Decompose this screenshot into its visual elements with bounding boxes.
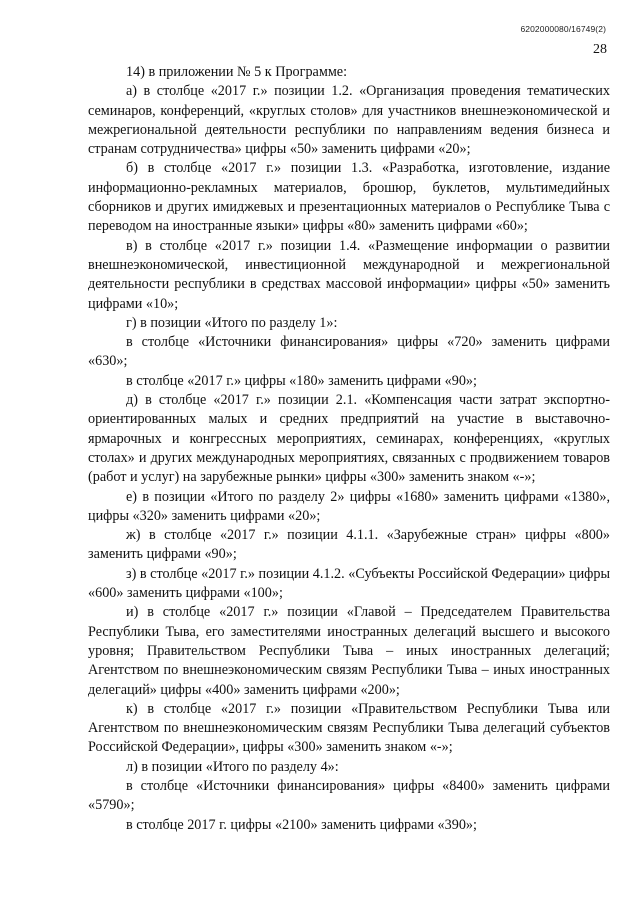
paragraph-l: л) в позиции «Итого по разделу 4»:: [126, 758, 339, 775]
paragraph-i: и) в столбце «2017 г.» позиции «Главой – Председателем Правительства Республики Тыва, его заместителями иностранных делегаций высшего и высокого уровня; Правительством Республики Тыва – иных иностранных делегаций; Агентством по внешнеэкономическим связям Республики Тыва – иных иностранных делегаций» цифры «400» заменить цифрами «200»;: [88, 604, 610, 698]
page-number: 28: [593, 42, 607, 57]
paragraph-g-sources: в столбце «Источники финансирования» цифры «720» заменить цифрами «630»;: [88, 334, 610, 370]
paragraph-g-2017: в столбце «2017 г.» цифры «180» заменить цифрами «90»;: [126, 372, 477, 389]
paragraph-e: е) в позиции «Итого по разделу 2» цифры «1680» заменить цифрами «1380», цифры «320» заменить цифрами «20»;: [88, 488, 610, 524]
paragraph-g: г) в позиции «Итого по разделу 1»:: [126, 314, 338, 331]
paragraph-k: к) в столбце «2017 г.» позиции «Правительством Республики Тыва или Агентством по внешнеэкономическим связям Республики Тыва делегаций субъектов Российской Федерации», цифры «300» заменить знаком «-»;: [88, 700, 610, 756]
paragraph-v: в) в столбце «2017 г.» позиции 1.4. «Размещение информации о развитии внешнеэкономической, инвестиционной международной и межрегиональной деятельности республики в средствах массовой информации» цифры «50» заменить цифрами «10»;: [88, 237, 610, 312]
document-id: 6202000080/16749(2): [520, 24, 606, 34]
paragraph-intro: 14) в приложении № 5 к Программе:: [126, 64, 348, 80]
paragraph-a: а) в столбце «2017 г.» позиции 1.2. «Организация проведения тематических семинаров, конференций, «круглых столов» для участников внешнеэкономической и межрегиональной деятельности республики по направлениям ведения бизнеса и странам сотрудничества» цифры «50» заменить цифрами «20»;: [88, 83, 610, 158]
paragraph-z: з) в столбце «2017 г.» позиции 4.1.2. «Субъекты Российской Федерации» цифры «600» заменить цифрами «100»;: [88, 565, 610, 602]
paragraph-l-sources: в столбце «Источники финансирования» цифры «8400» заменить цифрами «5790»;: [88, 777, 610, 814]
paragraph-l-2017: в столбце 2017 г. цифры «2100» заменить цифрами «390»;: [126, 816, 477, 833]
paragraph-b: б) в столбце «2017 г.» позиции 1.3. «Разработка, изготовление, издание информационно-рекламных материалов, брошюр, буклетов, мультимедийных сборников и других имиджевых и презентационных материалов о Республике Тыва с переводом на иностранные языки» цифры «80» заменить цифрами «60»;: [88, 160, 610, 235]
document-body: [88, 63, 610, 835]
paragraph-d: д) в столбце «2017 г.» позиции 2.1. «Компенсация части затрат экспортно-ориентированных малых и средних предприятий на участие в выставочно-ярмарочных и конгрессных мероприятиях, семинарах, конференциях, «круглых столах» и других международных мероприятиях, связанных с продвижением товаров (работ и услуг) на зарубежные рынки» цифры «300» заменить знаком «-»;: [88, 392, 610, 486]
paragraph-zh: ж) в столбце «2017 г.» позиции 4.1.1. «Зарубежные стран» цифры «800» заменить цифрами «90»;: [88, 527, 610, 563]
